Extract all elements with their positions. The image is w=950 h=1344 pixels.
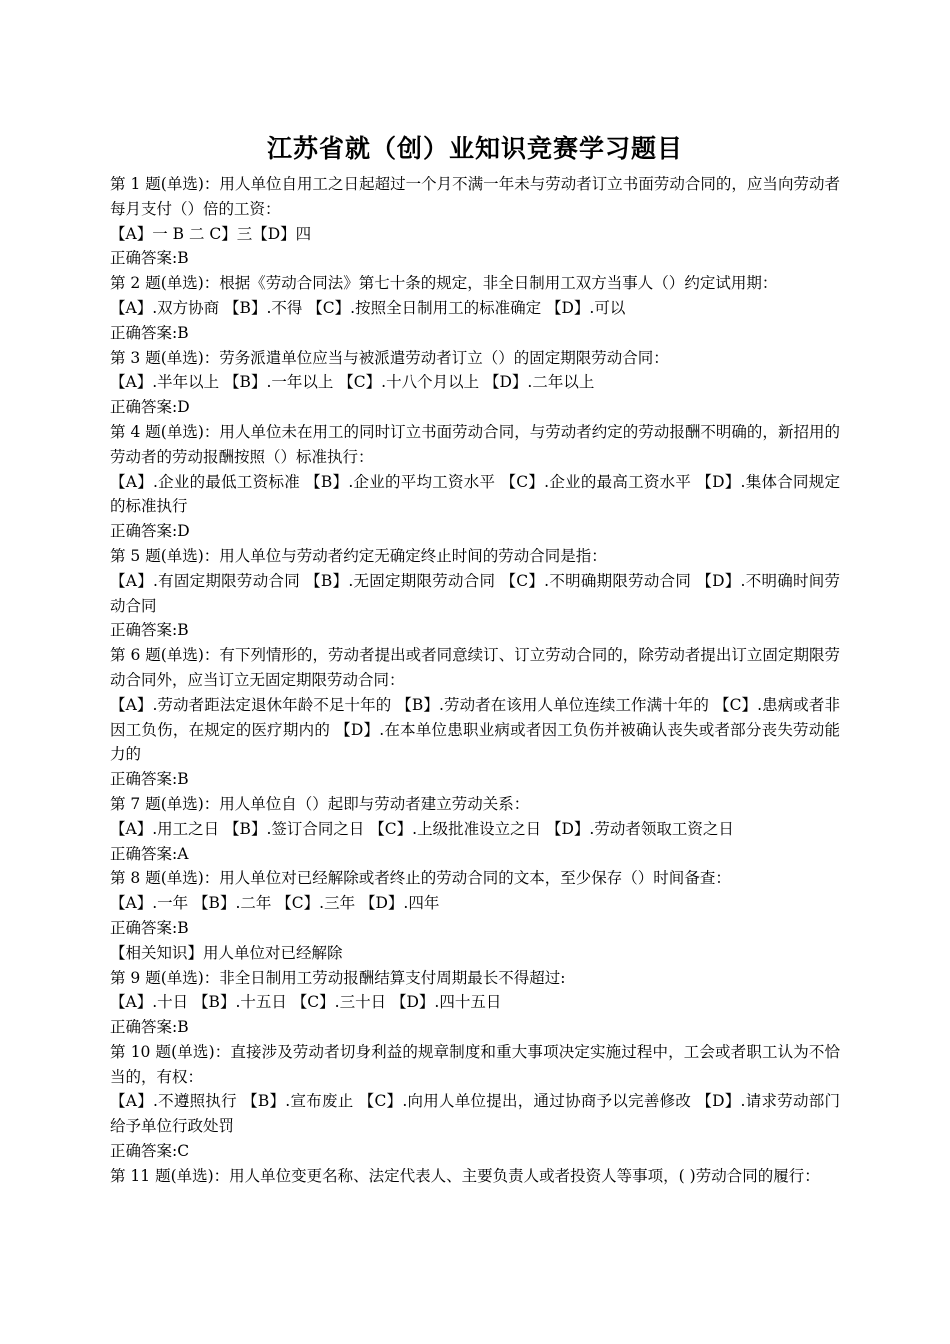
text-line: 【A】.企业的最低工资标准 【B】.企业的平均工资水平 【C】.企业的最高工资水平 【D】.集体合同规定的标准执行	[110, 472, 840, 516]
text-line: 第 6 题(单选)：有下列情形的，劳动者提出或者同意续订、订立劳动合同的，除劳动者提出订立固定期限劳动合同外，应当订立无固定期限劳动合同：	[110, 646, 840, 689]
text-line: 第 10 题(单选)：直接涉及劳动者切身利益的规章制度和重大事项决定实施过程中，工会或者职工认为不恰当的，有权：	[110, 1042, 840, 1086]
text-line: 正确答案:B	[110, 323, 189, 342]
text-line: 正确答案:B	[110, 770, 189, 789]
text-line: 【A】.不遵照执行 【B】.宣布废止 【C】.向用人单位提出，通过协商予以完善修改 【D】.请求劳动部门给予单位行政处罚	[110, 1092, 840, 1136]
text-line: 正确答案:D	[110, 398, 190, 417]
text-line: 【相关知识】用人单位对已经解除	[110, 943, 343, 962]
text-line: 【A】.半年以上 【B】.一年以上 【C】.十八个月以上 【D】.二年以上	[110, 373, 595, 392]
text-line: 正确答案:B	[110, 1018, 189, 1037]
text-line: 正确答案:A	[110, 844, 189, 863]
text-line: 【A】一 B 二 C】三【D】四	[110, 224, 312, 243]
text-line: 正确答案:B	[110, 918, 189, 937]
text-line: 【A】.有固定期限劳动合同 【B】.无固定期限劳动合同 【C】.不明确期限劳动合同 【D】.不明确时间劳动合同	[110, 571, 840, 615]
text-line: 第 1 题(单选)：用人单位自用工之日起超过一个月不满一年未与劳动者订立书面劳动合同的，应当向劳动者每月支付（）倍的工资：	[110, 175, 840, 218]
text-line: 【A】.十日 【B】.十五日 【C】.三十日 【D】.四十五日	[110, 993, 502, 1012]
text-line: 【A】.劳动者距法定退休年龄不足十年的 【B】.劳动者在该用人单位连续工作满十年的 【C】.患病或者非因工负伤，在规定的医疗期内的 【D】.在本单位患职业病或者因工负伤并被确认丧失或者部分丧失劳动能力的	[110, 695, 840, 764]
document-title: 江苏省就（创）业知识竞赛学习题目	[266, 134, 683, 163]
text-line: 正确答案:B	[110, 621, 189, 640]
document-body	[110, 172, 840, 1189]
text-line: 【A】.双方协商 【B】.不得 【C】.按照全日制用工的标准确定 【D】.可以	[110, 298, 626, 317]
text-line: 第 7 题(单选)：用人单位自（）起即与劳动者建立劳动关系：	[110, 794, 530, 813]
text-line: 第 3 题(单选)：劳务派遣单位应当与被派遣劳动者订立（）的固定期限劳动合同：	[110, 348, 669, 367]
text-line: 第 9 题(单选)：非全日制用工劳动报酬结算支付周期最长不得超过:	[110, 968, 566, 987]
text-line: 正确答案:C	[110, 1142, 190, 1161]
text-line: 第 5 题(单选)：用人单位与劳动者约定无确定终止时间的劳动合同是指：	[110, 546, 607, 565]
text-line: 第 4 题(单选)：用人单位未在用工的同时订立书面劳动合同，与劳动者约定的劳动报酬不明确的，新招用的劳动者的劳动报酬按照（）标准执行：	[110, 422, 840, 466]
text-line: 【A】.用工之日 【B】.签订合同之日 【C】.上级批准设立之日 【D】.劳动者领取工资之日	[110, 819, 734, 838]
text-line: 正确答案:B	[110, 249, 189, 268]
text-line: 第 11 题(单选)：用人单位变更名称、法定代表人、主要负责人或者投资人等事项，( )劳动合同的履行：	[110, 1166, 820, 1185]
text-line: 【A】.一年 【B】.二年 【C】.三年 【D】.四年	[110, 894, 440, 913]
text-line: 正确答案:D	[110, 522, 190, 541]
text-line: 第 8 题(单选)：用人单位对已经解除或者终止的劳动合同的文本，至少保存（）时间备查：	[110, 869, 731, 888]
text-line: 第 2 题(单选)：根据《劳动合同法》第七十条的规定，非全日制用工双方当事人（）约定试用期：	[110, 274, 778, 293]
